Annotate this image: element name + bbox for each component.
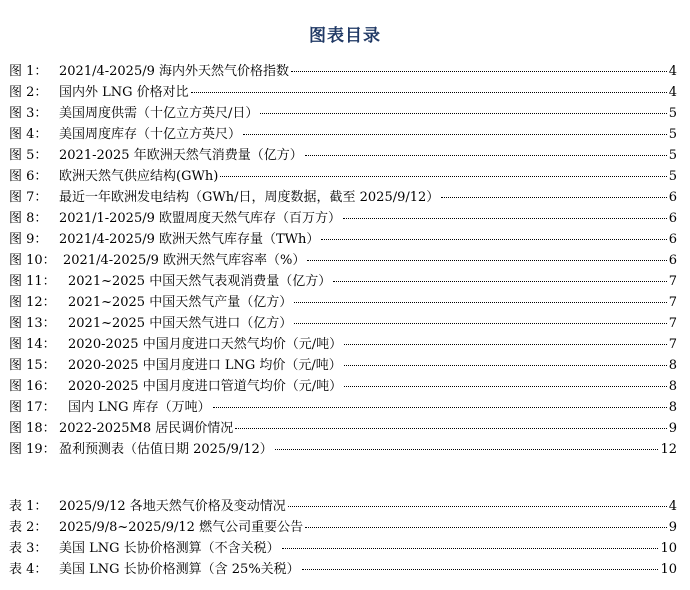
entry-label: 图 2： [9, 85, 48, 100]
entry-label: 图 14： [9, 337, 56, 352]
dot-leader [305, 527, 667, 528]
entry-title: 2021/4-2025/9 欧洲天然气库存量（TWh） [59, 232, 320, 247]
entry-label: 图 1： [9, 64, 48, 79]
entry-title: 2025/9/12 各地天然气价格及变动情况 [59, 499, 286, 514]
entry-label: 图 15： [9, 358, 56, 373]
entry-page-number: 4 [668, 85, 677, 100]
entry-title: 2021/1-2025/9 欧盟周度天然气库存（百万方） [59, 211, 341, 226]
entry-page-number: 5 [668, 106, 677, 121]
entry-page-number: 9 [668, 520, 677, 535]
entry-title: 国内 LNG 库存（万吨） [68, 400, 211, 415]
entry-page-number: 6 [668, 190, 677, 205]
entry-title: 2021-2025 年欧洲天然气消费量（亿方） [59, 148, 303, 163]
dot-leader [243, 134, 667, 135]
dot-leader [321, 239, 666, 240]
dot-leader [333, 281, 667, 282]
entry-page-number: 4 [668, 499, 677, 514]
figure-entry[interactable] [9, 208, 677, 229]
dot-leader [344, 386, 667, 387]
figure-entry[interactable] [9, 103, 677, 124]
dot-leader [294, 302, 667, 303]
table-entry[interactable] [9, 538, 677, 559]
figure-entry[interactable] [9, 397, 677, 418]
entry-page-number: 7 [668, 274, 677, 289]
figure-entry[interactable] [9, 439, 677, 460]
entry-label: 图 18： [9, 421, 56, 436]
figure-entry[interactable] [9, 355, 677, 376]
entry-label: 图 6： [9, 169, 48, 184]
entry-title: 2020-2025 中国月度进口天然气均价（元/吨） [68, 337, 343, 352]
entry-title: 美国周度供需（十亿立方英尺/日） [59, 106, 259, 121]
figure-entry[interactable] [9, 82, 677, 103]
entry-page-number: 9 [668, 421, 677, 436]
entry-page-number: 7 [668, 295, 677, 310]
entry-page-number: 12 [660, 442, 677, 457]
entry-label: 图 16： [9, 379, 56, 394]
figure-entry[interactable] [9, 334, 677, 355]
figure-entry[interactable] [9, 271, 677, 292]
figure-entry[interactable] [9, 250, 677, 271]
dot-leader [307, 260, 666, 261]
dot-leader [441, 197, 666, 198]
dot-leader [343, 218, 667, 219]
table-entry[interactable] [9, 496, 677, 517]
entry-title: 2021~2025 中国天然气进口（亿方） [68, 316, 293, 331]
entry-label: 图 3： [9, 106, 48, 121]
dot-leader [344, 365, 667, 366]
entry-label: 表 4： [9, 562, 48, 577]
dot-leader [260, 113, 666, 114]
entry-label: 图 4： [9, 127, 48, 142]
dot-leader [291, 71, 667, 72]
entry-label: 图 17： [9, 400, 56, 415]
dot-leader [305, 155, 667, 156]
entry-title: 2025/9/8~2025/9/12 燃气公司重要公告 [59, 520, 304, 535]
entry-title: 2020-2025 中国月度进口管道气均价（元/吨） [68, 379, 343, 394]
figure-entry[interactable] [9, 229, 677, 250]
figure-entry[interactable] [9, 418, 677, 439]
toc-title: 图表目录 [309, 26, 381, 46]
entry-label: 表 2： [9, 520, 48, 535]
entry-title: 盈利预测表（估值日期 2025/9/12） [59, 442, 273, 457]
figure-list [9, 61, 677, 460]
entry-title: 欧洲天然气供应结构(GWh) [59, 169, 219, 184]
entry-page-number: 5 [668, 148, 677, 163]
entry-title: 美国周度库存（十亿立方英尺） [59, 127, 242, 142]
entry-page-number: 10 [660, 562, 677, 577]
dot-leader [213, 407, 667, 408]
entry-title: 美国 LNG 长协价格测算（不含关税） [59, 541, 280, 556]
figure-entry[interactable] [9, 166, 677, 187]
entry-page-number: 7 [668, 337, 677, 352]
figure-entry[interactable] [9, 376, 677, 397]
dot-leader [235, 428, 666, 429]
entry-page-number: 8 [668, 358, 677, 373]
entry-title: 2021/4-2025/9 海内外天然气价格指数 [59, 64, 289, 79]
dot-leader [282, 548, 659, 549]
dot-leader [294, 323, 667, 324]
entry-title: 2020-2025 中国月度进口 LNG 均价（元/吨） [68, 358, 342, 373]
dot-leader [220, 176, 666, 177]
entry-label: 表 1： [9, 499, 48, 514]
entry-title: 美国 LNG 长协价格测算（含 25%关税） [59, 562, 300, 577]
entry-label: 图 13： [9, 316, 56, 331]
entry-page-number: 10 [660, 541, 677, 556]
entry-label: 图 12： [9, 295, 56, 310]
entry-page-number: 8 [668, 379, 677, 394]
entry-label: 图 8： [9, 211, 48, 226]
entry-title: 2021/4-2025/9 欧洲天然气库容率（%） [63, 253, 306, 268]
figure-entry[interactable] [9, 124, 677, 145]
table-list [9, 496, 677, 580]
figure-entry[interactable] [9, 313, 677, 334]
dot-leader [275, 449, 659, 450]
figure-entry[interactable] [9, 61, 677, 82]
entry-page-number: 4 [668, 64, 677, 79]
entry-title: 2022-2025M8 居民调价情况 [59, 421, 234, 436]
entry-page-number: 8 [668, 400, 677, 415]
entry-label: 图 11： [9, 274, 56, 289]
entry-page-number: 5 [668, 127, 677, 142]
entry-title: 2021~2025 中国天然气产量（亿方） [68, 295, 293, 310]
entry-label: 图 9： [9, 232, 48, 247]
entry-label: 图 10： [9, 253, 56, 268]
entry-page-number: 6 [668, 232, 677, 247]
table-entry[interactable] [9, 517, 677, 538]
dot-leader [288, 506, 667, 507]
entry-label: 图 19： [9, 442, 56, 457]
figure-entry[interactable] [9, 187, 677, 208]
entry-title: 国内外 LNG 价格对比 [59, 85, 189, 100]
entry-label: 图 5： [9, 148, 48, 163]
entry-label: 表 3： [9, 541, 48, 556]
entry-page-number: 7 [668, 316, 677, 331]
dot-leader [191, 92, 667, 93]
dot-leader [344, 344, 667, 345]
figure-entry[interactable] [9, 145, 677, 166]
table-entry[interactable] [9, 559, 677, 580]
entry-page-number: 5 [668, 169, 677, 184]
entry-label: 图 7： [9, 190, 48, 205]
dot-leader [302, 569, 659, 570]
entry-page-number: 6 [668, 253, 677, 268]
entry-page-number: 6 [668, 211, 677, 226]
entry-title: 2021~2025 中国天然气表观消费量（亿方） [68, 274, 332, 289]
entry-title: 最近一年欧洲发电结构（GWh/日，周度数据，截至 2025/9/12） [59, 190, 440, 205]
figure-entry[interactable] [9, 292, 677, 313]
